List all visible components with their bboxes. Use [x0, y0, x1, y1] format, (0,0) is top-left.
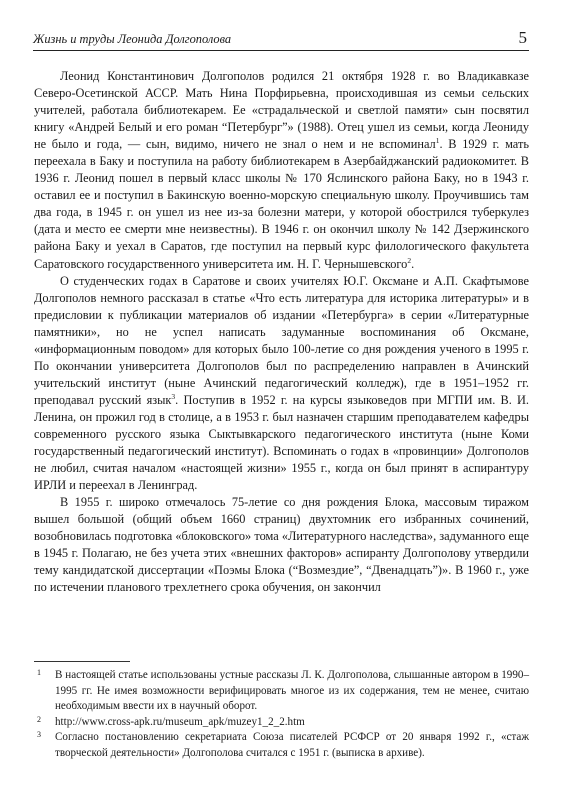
paragraph-text: . В 1929 г. мать переехала в Баку и поступила на работу библиотекарем в Азербайджанский радиокомитет. В 1936 г. Леонид пошел в первый класс школы № 170 Яслинского района Баку, но в 1943 г. оставил ее и поступил в Бакинскую военно-морскую специальную школу. Проучившись там два года, в 1945 г. он ушел из нее из-за болезни матери, у которой обострился туберкулез (дата и место ее смерти мне неизвестны). В 1946 г. он окончил школу № 142 Дзержинского района Баку и уехал в Саратов, где поступил на первый курс филологического факультета Саратовского государственного университета им. Н. Г. Чернышевского: [34, 137, 529, 271]
paragraph-text: О студенческих годах в Саратове и своих учителях Ю.Г. Оксмане и А.П. Скафтымове Долгополов немного рассказал в статье «Что есть литература для историка литературы» и в предисловии к публикации материалов об издании «Петербурга» в серии «Литературные памятники», но не успел написать задуманные воспоминания об Оксмане, «информационным поводом» для которых было 100-летие со дня рождения ученого в 1995 г. По окончании университета Долгополов был по распределению направлен в Ачинский учительский институт (ныне Ачинский педагогический колледж), где в 1951–1952 гг. преподавал русский язык: [34, 273, 529, 407]
paragraph-text: Леонид Константинович Долгополов родился 21 октября 1928 г. во Владикавказе Северо-Осетинской АССР. Мать Нина Порфирьевна, происходившая из семьи сельских учителей, работала библиотекарем. Ее «страдальческой и светлой памяти» сын посвятил книгу «Андрей Белый и его роман “Петербург”» (1988). Отец ушел из семьи, когда Леониду не было и года, — сын, видимо, ничего не знал о нем и не вспоминал: [34, 69, 529, 152]
footnote-mark: 2: [37, 714, 41, 724]
paragraph-3: [34, 494, 529, 596]
paragraph-text: . Поступив в 1952 г. на курсы языковедов при МГПИ им. В. И. Ленина, он прожил год в столице, а в 1953 г. был назначен старшим преподавателем кафедры современного русского языка Сыктывкарского педагогического института (ныне Коми государственный педагогический институт). Вспоминать о годах в «провинции» Долгополов не любил, считая началом «настоящей жизни» 1955 г., когда он был принят в аспирантуру ИРЛИ и переехал в Ленинград.: [34, 392, 529, 493]
footnote-text: В настоящей статье использованы устные рассказы Л. К. Долгополова, слышанные автором в 1990–1995 гг. Не имея возможности верифицировать многое из их содержания, тем не менее, считаю необходимым ввести их в научный оборот.: [55, 669, 529, 713]
running-title: Жизнь и труды Леонида Долгополова: [33, 32, 232, 46]
paragraph-2: [34, 273, 529, 495]
footnote-text: Согласно постановлению секретариата Союза писателей РСФСР от 20 января 1992 г., «стаж творческой деятельности» Долгополова считался с 1951 г. (выписка в архиве).: [55, 731, 529, 759]
footnote: [34, 715, 529, 731]
footnote: [34, 668, 529, 715]
footnote-mark: 1: [37, 668, 41, 677]
main-text: [34, 68, 529, 596]
footnote-mark: 3: [37, 730, 41, 740]
paragraph-text: В 1955 г. широко отмечалось 75-летие со дня рождения Блока, массовым тиражом вышел большой (общий объем 1660 страниц) двухтомник его избранных сочинений, возобновилась подготовка «блоковского» тома «Литературного наследства», задуманного еще в 1945 г. Полагаю, не без учета этих «внешних факторов» аспиранту Долгополову утвердили тему кандидатской диссертации «Поэмы Блока (“Возмездие”, “Двенадцать”)». В 1960 г., уже по истечении планового трехлетнего срока обучения, он закончил: [34, 495, 529, 595]
footnote-url[interactable]: http://www.cross-apk.ru/museum_apk/muzey1_2_2.htm: [55, 715, 305, 728]
footnote-ref-3: 3: [171, 391, 176, 401]
paragraph-text: .: [411, 256, 415, 271]
paragraph-1: [34, 68, 529, 273]
footnote-ref-2: 2: [407, 255, 412, 265]
footnotes: [34, 668, 529, 762]
footnote: [34, 730, 529, 761]
page-number: 5: [518, 28, 527, 47]
footnote-divider: [34, 661, 130, 662]
running-head: [33, 30, 529, 51]
footnote-ref-1: 1: [435, 136, 440, 146]
